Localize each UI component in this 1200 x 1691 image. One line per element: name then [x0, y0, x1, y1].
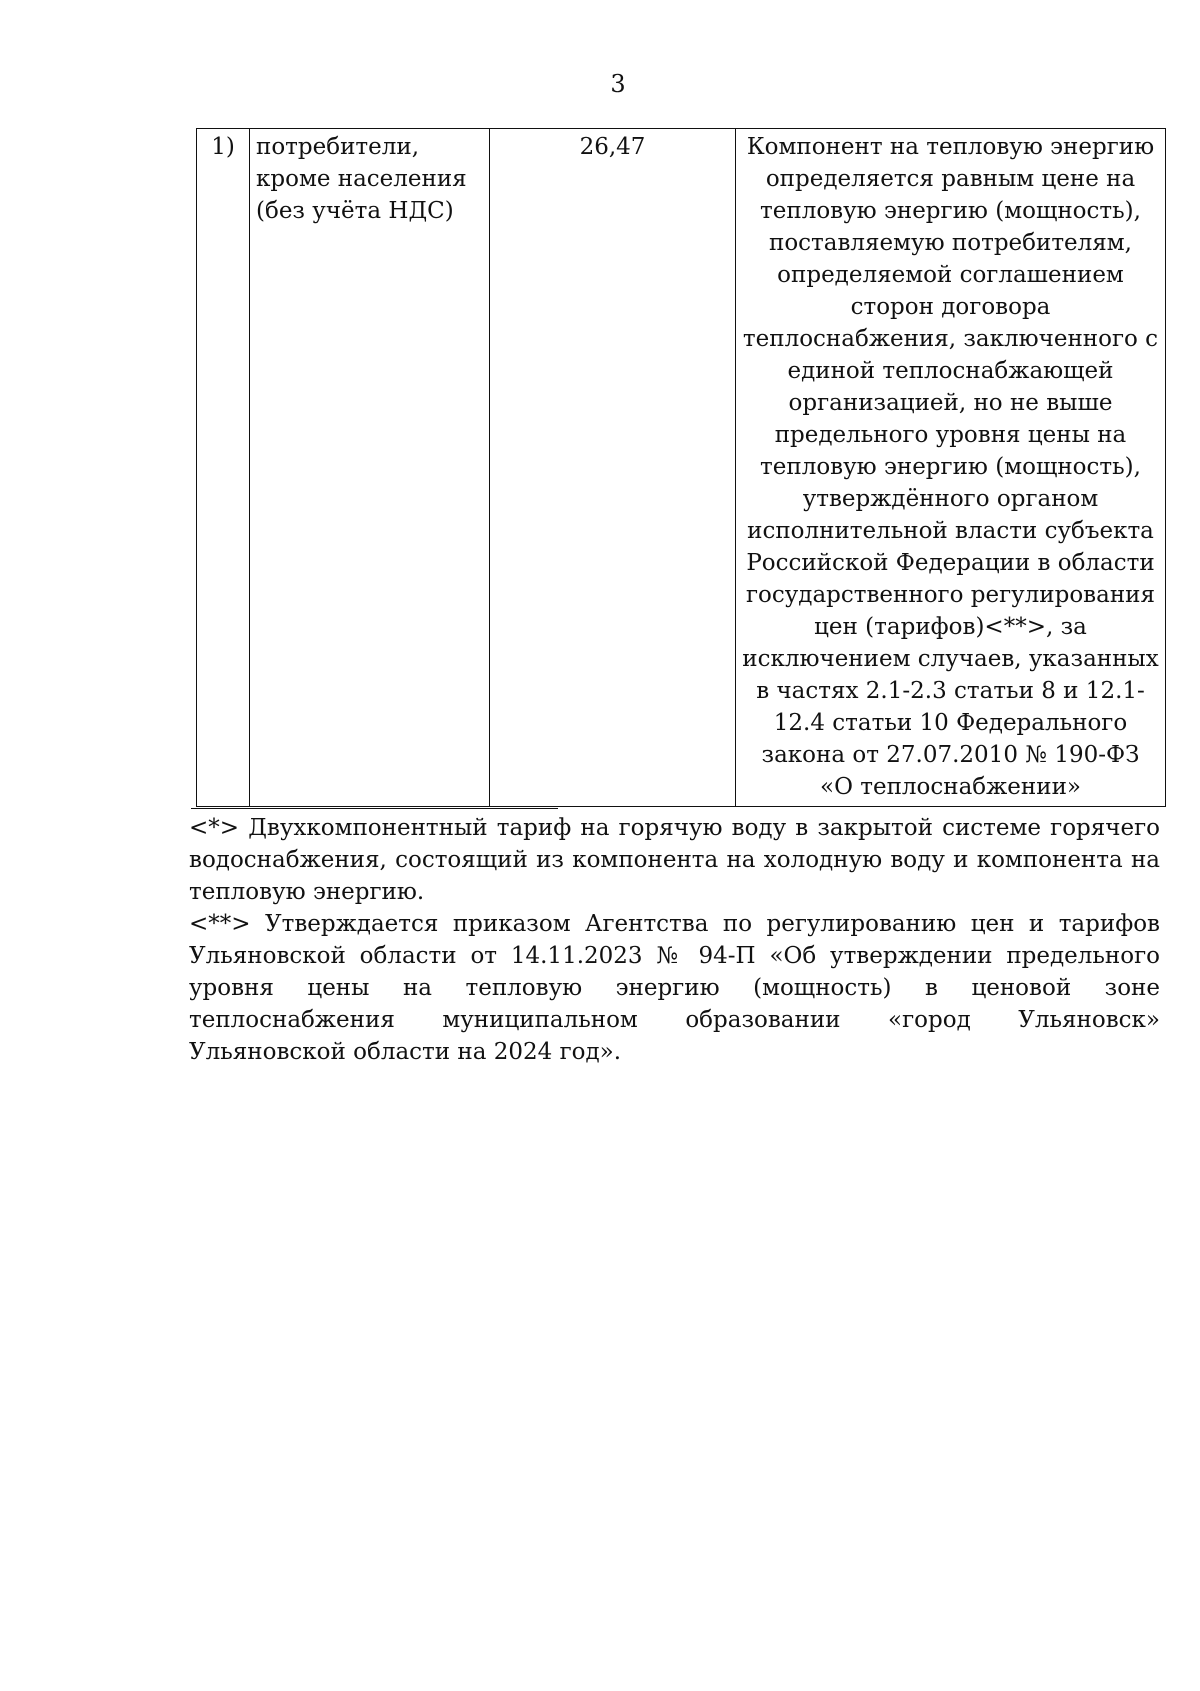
table-row [197, 129, 1166, 807]
consumer-category-cell: потребители, кроме населения (без учёта НДС) [250, 129, 490, 807]
footnote-separator [191, 808, 558, 809]
footnote-one-star: <*> Двухкомпонентный тариф на горячую воду в закрытой системе горячего водоснабжения, состоящий из компонента на холодную воду и компонента на тепловую энергию. [189, 815, 1160, 905]
page-number: 3 [610, 70, 626, 98]
footnote-two-star: <**> Утверждается приказом Агентства по регулированию цен и тарифов Ульяновской области от 14.11.2023 № 94-П «Об утверждении предельного уровня цены на тепловую энергию (мощность) в ценовой зоне теплоснабжения муниципальном образовании «город Ульяновск» Ульяновской области на 2024 год». [189, 911, 1160, 1065]
tariff-table [196, 128, 1166, 807]
footnotes [189, 812, 1160, 1068]
component-description-cell: Компонент на тепловую энергию определяется равным цене на тепловую энергию (мощность), поставляемую потребителям, определяемой соглашением сторон договора теплоснабжения, заключенного с единой теплоснабжающей организацией, но не выше предельного уровня цены на тепловую энергию (мощность), утверждённого органом исполнительной власти субъекта Российской Федерации в области государственного регулирования цен (тарифов)<**>, за исключением случаев, указанных в частях 2.1-2.3 статьи 8 и 12.1-12.4 статьи 10 Федерального закона от 27.07.2010 № 190-ФЗ «О теплоснабжении» [736, 129, 1166, 807]
row-index-cell: 1) [197, 129, 250, 807]
tariff-value-cell: 26,47 [490, 129, 736, 807]
